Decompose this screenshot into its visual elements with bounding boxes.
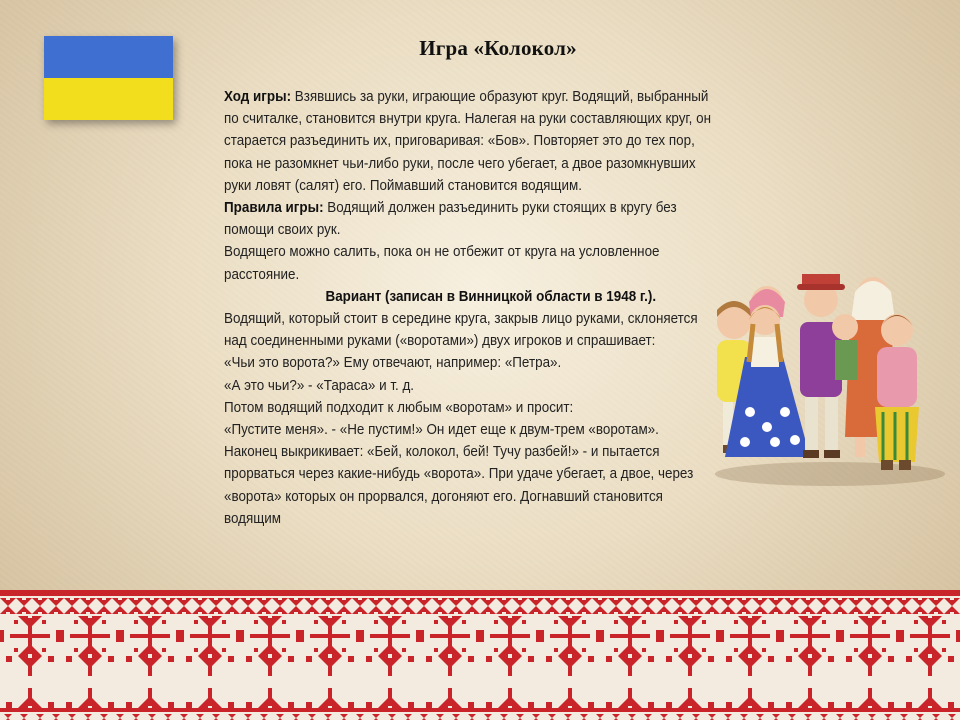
game-description — [224, 86, 721, 530]
variant-line-5: «Пустите меня». - «Не пустим!» Он идет еще к двум-трем «воротам». — [224, 422, 659, 439]
game-rules-paragraph — [224, 197, 721, 241]
variant-line-2: «Чьи это ворота?» Ему отвечают, например: «Петра». — [224, 355, 562, 372]
flag-yellow-stripe — [44, 78, 173, 120]
ornament-pattern — [0, 590, 960, 720]
slide-title: Игра «Колокол» — [419, 36, 577, 60]
game-rules-label: Правила игры: — [224, 200, 324, 217]
embroidery-ornament — [0, 590, 960, 720]
game-rules-text: Водящий должен разъединить руки стоящих в кругу без помощи своих рук. — [224, 200, 677, 239]
variant-heading: Вариант (записан в Винницкой области в 1948 г.). — [325, 288, 657, 305]
game-course-label: Ход игры: — [224, 89, 292, 105]
variant-line-6: Наконец выкрикивает: «Бей, колокол, бей! Тучу разбей!» - и пытается прорваться через какие-нибудь «ворота». При удаче убегает, а двое, через «ворота» которых он прорвался, догоняют его. Догнавший становится водящим — [224, 444, 694, 527]
game-course-paragraph — [224, 86, 721, 197]
variant-line-4: Потом водящий подходит к любым «воротам» и просит: — [224, 399, 574, 416]
game-course-text: Взявшись за руки, играющие образуют круг. Водящий, выбранный по считалке, становится внутри круга. Налегая на руки составляющих круг, он старается разъединить их, приговаривая: «Бов». Повторяет это до тех пор, пока не разомкнет чьи-либо руки, после чего убегает, а двое разомкнувших руки ловят (салят) его. Поймавший становится водящим. — [224, 89, 712, 194]
children-playing-illustration — [705, 262, 955, 492]
game-rules-paragraph-2: Водящего можно салить, пока он не отбежит от круга на условленное расстояние. — [224, 244, 660, 283]
variant-line-3: «А это чьи?» - «Тараса» и т. д. — [224, 377, 415, 394]
variant-line-1: Водящий, который стоит в середине круга, закрыв лицо руками, склоняется над соединенными руками («воротами») двух игроков и спрашивает: — [224, 311, 698, 350]
